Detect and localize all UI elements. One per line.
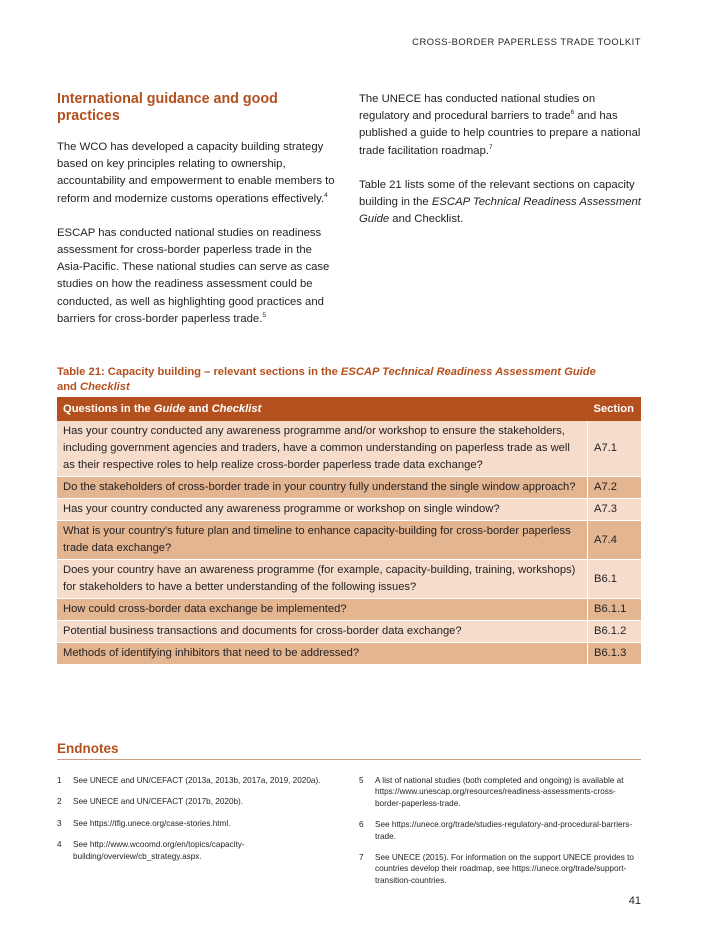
table-row — [57, 599, 641, 621]
section-cell: A7.3 — [588, 499, 642, 521]
endnote-item — [57, 839, 339, 862]
paragraph-escap: ESCAP has conducted national studies on readiness assessment for cross-border paperless trade in the Asia-Pacific. These national studies can serve as case studies on how the readiness assessment could be conducted, as well as highlighting good practices and barriers for cross-border paperless trade.$^5$ — [57, 226, 330, 325]
question-cell: Does your country have an awareness programme (for example, capacity-building, training, workshops) for stakeholders to have a better understanding of the following issues? — [57, 560, 588, 599]
paragraph-wco: The WCO has developed a capacity building strategy based on key principles relating to ownership, accountability and empowerment to enable members to reform and modernize customs operations effectively.$^4$ — [57, 141, 335, 205]
footnote-ref-4[interactable]: 4 — [324, 191, 328, 199]
paragraph-table-intro: Table 21 lists some of the relevant sections on capacity building in the ESCAP Technical Readiness Assessment Guide and Checklist. — [359, 178, 641, 226]
endnote-text: See UNECE and UN/CEFACT (2017b, 2020b). — [73, 797, 244, 807]
endnote-item — [57, 796, 339, 807]
section-heading: International guidance and good practices — [57, 91, 278, 124]
endnote-item — [57, 818, 339, 829]
section-cell: A7.1 — [588, 421, 642, 477]
endnotes-heading: Endnotes — [57, 741, 119, 756]
question-cell: Has your country conducted any awareness programme and/or workshop to ensure the stakeholders, including government agencies and traders, have a common understanding on paperless trade as well as their respective roles to help realize cross-border paperless trade data exchange? — [57, 421, 588, 477]
endnote-number: 2 — [57, 797, 62, 807]
table-header-row — [57, 397, 641, 421]
endnote-text[interactable]: See UNECE (2015). For information on the support UNECE provides to countries develop their roadmap, see https://unece.org/trade/support-transition-countries. — [375, 853, 634, 885]
section-cell: A7.4 — [588, 521, 642, 560]
table-row — [57, 521, 641, 560]
section-cell: B6.1.2 — [588, 621, 642, 643]
endnote-number: 6 — [359, 820, 364, 830]
question-cell: What is your country's future plan and timeline to enhance capacity-building for cross-border paperless trade data exchange? — [57, 521, 588, 560]
endnotes-divider — [57, 759, 641, 760]
table-row — [57, 421, 641, 477]
footnote-ref-5[interactable]: 5 — [262, 311, 266, 319]
endnote-text[interactable]: See http://www.wcoomd.org/en/topics/capacity-building/overview/cb_strategy.aspx. — [73, 840, 245, 861]
table-row — [57, 643, 641, 665]
endnote-number: 4 — [57, 840, 62, 850]
endnote-text[interactable]: See https://tfig.unece.org/case-stories.html. — [73, 818, 231, 828]
text-column-right — [359, 91, 641, 245]
table-row — [57, 560, 641, 599]
page-number: 41 — [628, 895, 641, 907]
table-row — [57, 477, 641, 499]
endnote-text[interactable]: A list of national studies (both completed and ongoing) is available at https://www.unescap.org/resources/readiness-assessments-cross-border-paperless-trade. — [375, 776, 624, 808]
section-cell: A7.2 — [588, 477, 642, 499]
section-cell: B6.1.1 — [588, 599, 642, 621]
table-row — [57, 499, 641, 521]
question-cell: Methods of identifying inhibitors that need to be addressed? — [57, 643, 588, 665]
capacity-building-table — [57, 397, 641, 665]
endnote-number: 5 — [359, 776, 364, 785]
section-cell: B6.1 — [588, 560, 642, 599]
question-cell: How could cross-border data exchange be implemented? — [57, 599, 588, 621]
endnote-number: 7 — [359, 853, 364, 863]
endnote-item — [359, 819, 641, 842]
endnote-text[interactable]: See https://unece.org/trade/studies-regulatory-and-procedural-barriers-trade. — [375, 820, 633, 841]
column-header-questions: Questions in the Guide and Checklist — [57, 397, 588, 421]
table-row — [57, 621, 641, 643]
question-cell: Has your country conducted any awareness programme or workshop on single window? — [57, 499, 588, 521]
endnote-text: See UNECE and UN/CEFACT (2013a, 2013b, 2017a, 2019, 2020a). — [73, 776, 321, 785]
question-cell: Do the stakeholders of cross-border trade in your country fully understand the single window approach? — [57, 477, 588, 499]
endnote-item — [359, 775, 641, 809]
column-header-section: Section — [588, 397, 642, 421]
table-caption: Table 21: Capacity building – relevant sections in the ESCAP Technical Readiness Assessment Guide and Checklist — [57, 366, 596, 393]
endnotes-column-left — [57, 775, 339, 872]
endnote-item — [57, 775, 339, 786]
question-cell: Potential business transactions and documents for cross-border data exchange? — [57, 621, 588, 643]
running-header: CROSS-BORDER PAPERLESS TRADE TOOLKIT — [412, 36, 641, 47]
text-column-left — [57, 91, 339, 345]
endnote-number: 1 — [57, 776, 62, 785]
endnotes-column-right — [359, 775, 641, 896]
paragraph-unece: The UNECE has conducted national studies on regulatory and procedural barriers to trade$^6$ and has published a guide to help countries to prepare a national trade facilitation roadmap.$^7$ — [359, 93, 641, 157]
footnote-ref-7[interactable]: 7 — [489, 143, 493, 151]
section-cell: B6.1.3 — [588, 643, 642, 665]
endnote-item — [359, 852, 641, 886]
footnote-ref-6[interactable]: 6 — [570, 109, 575, 117]
endnote-number: 3 — [57, 818, 62, 828]
